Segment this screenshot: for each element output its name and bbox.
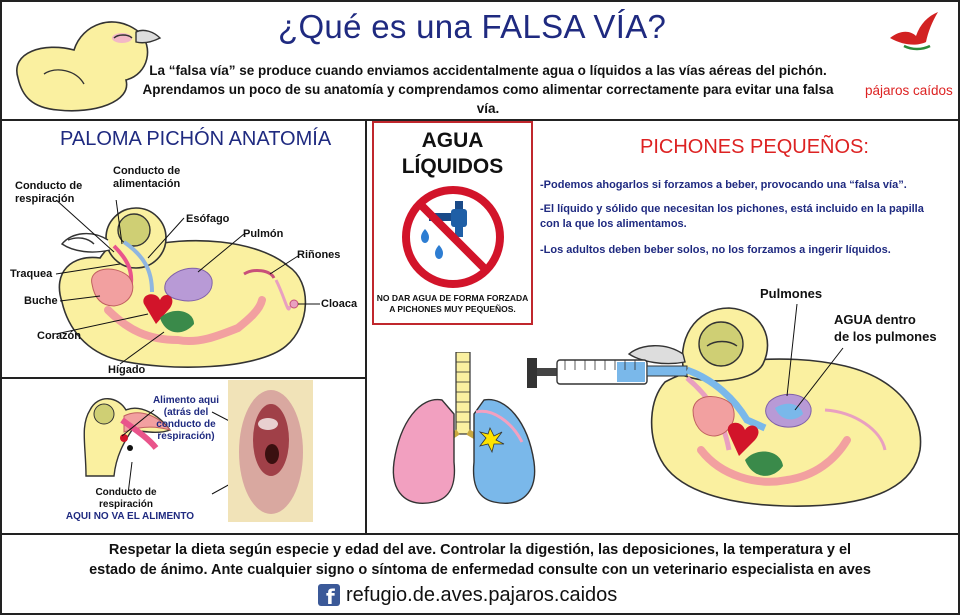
no-water-tap-icon <box>399 183 507 291</box>
label-higado: Hígado <box>108 364 146 376</box>
facebook-icon: f <box>318 584 340 606</box>
brand-bird-logo-icon <box>886 6 940 56</box>
label-cloaca: Cloaca <box>321 298 358 310</box>
footer-divider <box>0 533 960 535</box>
footer-line-2: estado de ánimo. Ante cualquier signo o síntoma de enfermedad consulte con un veterinario especialista en aves <box>89 562 871 578</box>
facebook-handle: refugio.de.aves.pajaros.caidos <box>346 583 618 606</box>
label-esofago: Esófago <box>186 213 230 225</box>
intro-line-1: La “falsa vía” se produce cuando enviamos accidentalmente agua o líquidos a las vías aéreas del pichón. <box>149 63 827 78</box>
intro-line-2: Aprendamos un poco de su anatomía y comprendamos como alimentar correctamente para evitar una falsa vía. <box>142 82 834 116</box>
facebook-link[interactable] <box>318 582 617 608</box>
label-traquea: Traquea <box>10 268 53 280</box>
warning-box <box>372 121 533 325</box>
label-pulmon: Pulmón <box>243 228 284 240</box>
left-panel-divider <box>365 119 367 534</box>
brand-name: pájaros caídos <box>865 83 953 98</box>
label-rinones: Riñones <box>297 249 341 261</box>
label-detail-conducto: Conducto de respiración <box>95 487 157 510</box>
warning-line-1: AGUA <box>421 129 484 152</box>
warning-line-2: LÍQUIDOS <box>401 155 504 178</box>
label-agua-dentro: AGUA dentro de los pulmones <box>834 312 937 344</box>
throat-photo <box>228 380 313 522</box>
label-pulmones: Pulmones <box>760 286 823 301</box>
label-aqui-no-va: AQUI NO VA EL ALIMENTO <box>65 511 195 522</box>
label-conducto-alimentacion: Conducto de alimentación <box>113 165 181 190</box>
pigeon-anatomy-diagram <box>48 200 348 375</box>
intro-text <box>138 61 838 118</box>
pichones-bullet-1: -Podemos ahogarlos si forzamos a beber, provocando una “falsa vía”. <box>540 179 907 191</box>
footer-text <box>10 540 950 580</box>
pichones-title: PICHONES PEQUEÑOS: <box>640 136 869 158</box>
label-alimento-aqui: Alimento aqui (atrás del conducto de respiración) <box>152 395 220 442</box>
footer-line-1: Respetar la dieta según especie y edad del ave. Controlar la digestión, las deposiciones, la temperatura y el <box>108 542 852 558</box>
pichones-bullet-3: -Los adultos deben beber solos, no los forzamos a ingerir líquidos. <box>540 244 891 256</box>
left-panel-mid-divider <box>0 377 366 379</box>
label-conducto-respiracion: Conducto de respiración <box>15 180 83 205</box>
warning-note: NO DAR AGUA DE FORMA FORZADA A PICHONES MUY PEQUEÑOS. <box>376 293 529 314</box>
pichones-bullet-2: -El líquido y sólido que necesitan los pichones, está incluido en la papilla con la que los alimentamos. <box>540 203 924 230</box>
label-buche: Buche <box>24 295 58 307</box>
anatomy-title: PALOMA PICHÓN ANATOMÍA <box>60 128 332 150</box>
page-title: ¿Qué es una FALSA VÍA? <box>278 8 667 45</box>
label-corazon: Corazón <box>37 330 81 342</box>
